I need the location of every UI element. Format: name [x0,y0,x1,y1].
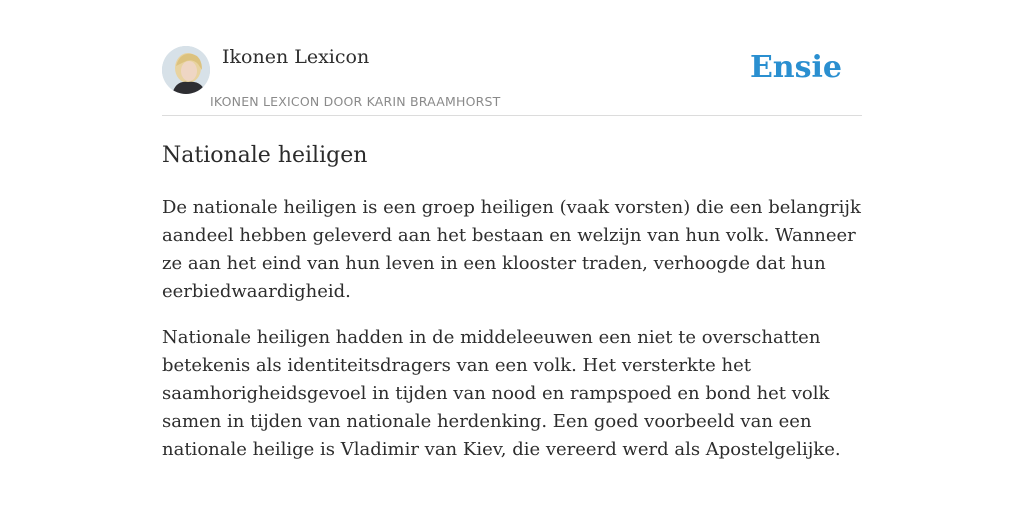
entry-paragraph-1: De nationale heiligen is een groep heiligen (vaak vorsten) die een belangrijk aandeel hebben geleverd aan het bestaan en welzijn van hun volk. Wanneer ze aan het eind van hun leven in een klooster traden, verhoogde dat hun eerbiedwaardigheid. [162,197,861,302]
author-subtitle[interactable]: IKONEN LEXICON DOOR KARIN BRAAMHORST [210,94,501,109]
portrait-icon [162,46,210,94]
author-avatar[interactable] [162,46,210,94]
brand-logo[interactable]: Ensie [749,50,842,85]
card-header [162,44,862,116]
entry-card [162,44,862,464]
entry-title: Nationale heiligen [162,143,368,168]
author-name[interactable]: Ikonen Lexicon [222,46,370,68]
entry-paragraph-2: Nationale heiligen hadden in de middeleeuwen een niet te overschatten betekenis als identiteitsdragers van een volk. Het versterkte het saamhorigheidsgevoel in tijden van nood en rampspoed en bond het volk samen in tijden van nationale herdenking. Een goed voorbeeld van een nationale heilige is Vladimir van Kiev, die vereerd werd als Apostelgelijke. [162,327,841,460]
